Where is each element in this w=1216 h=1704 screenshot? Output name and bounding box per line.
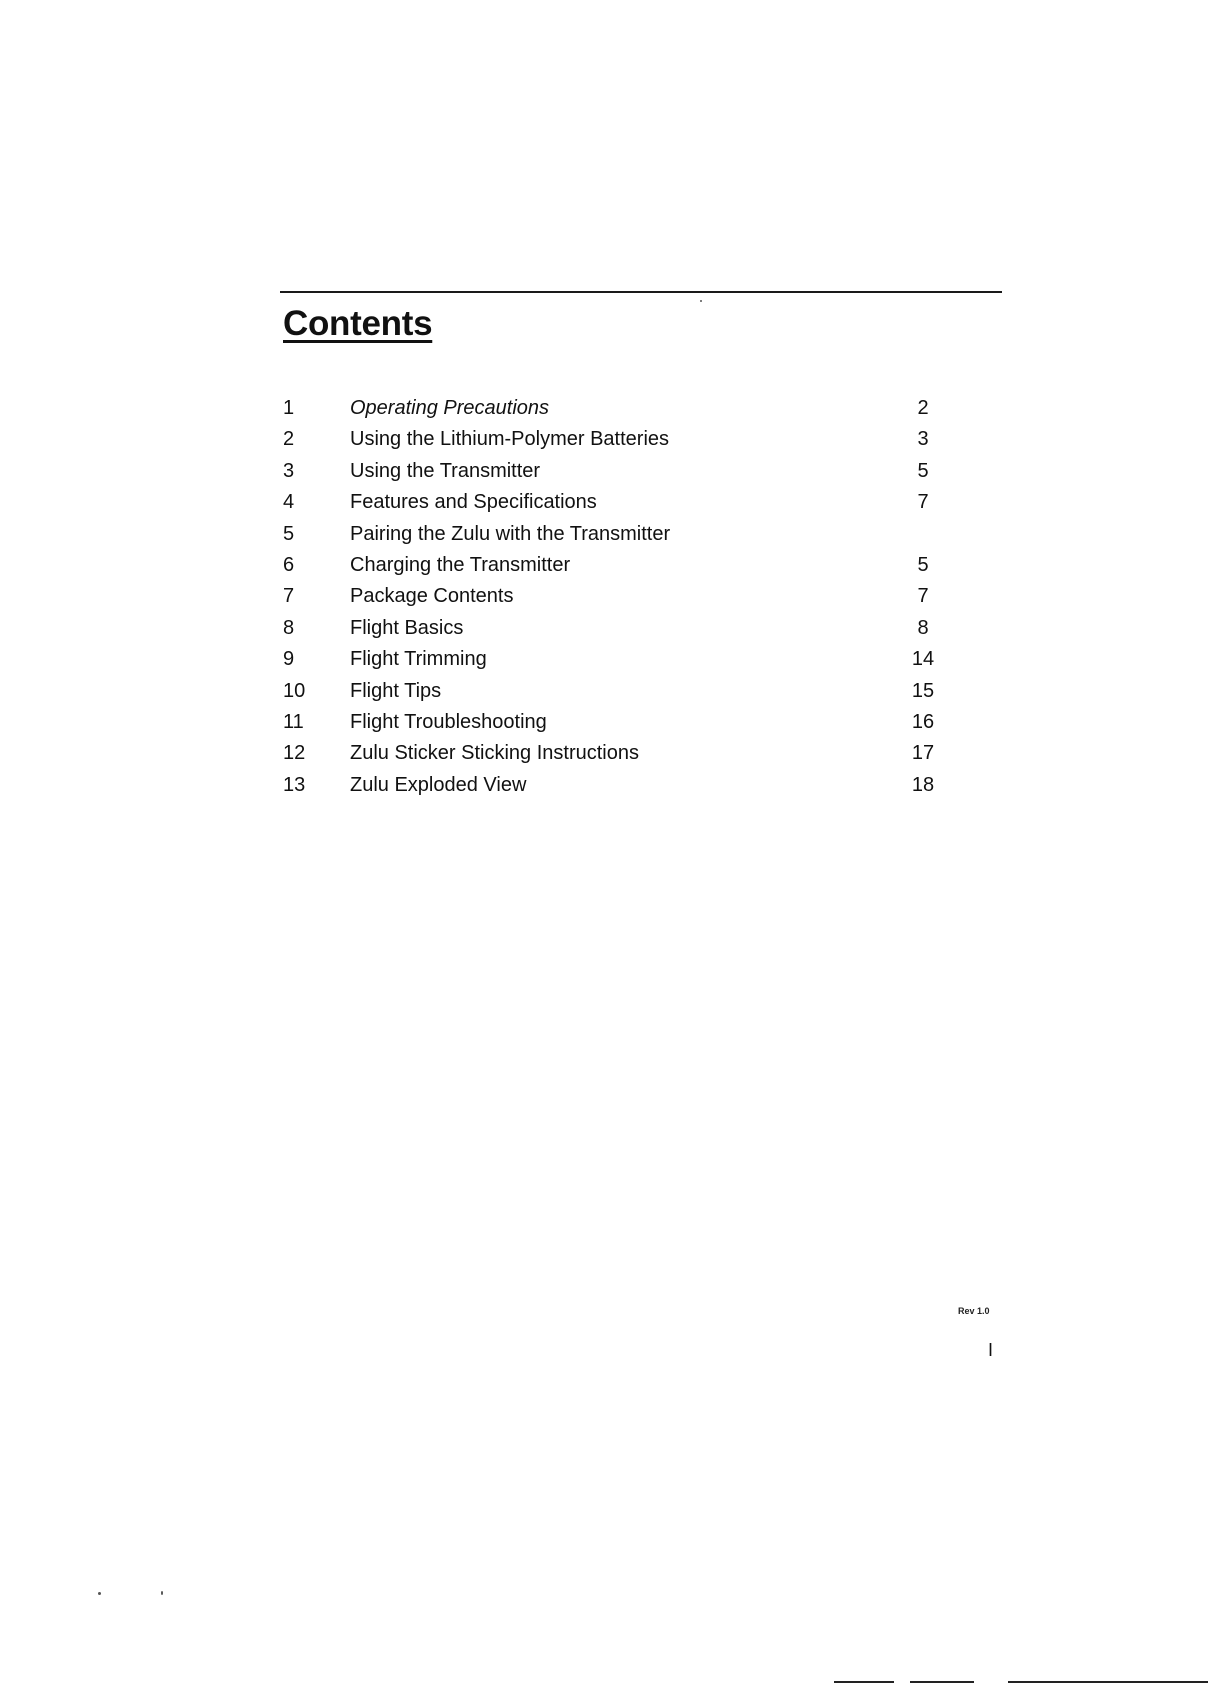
scan-speck [161, 1591, 163, 1595]
page-title: Contents [283, 304, 433, 343]
toc-entry [283, 676, 943, 707]
toc-entry-page: 2 [917, 397, 929, 419]
revision-label: Rev 1.0 [958, 1306, 990, 1316]
toc-entry [283, 550, 943, 581]
header-rule [280, 291, 1002, 293]
toc-entry-page: 5 [917, 553, 929, 576]
toc-entry-number: 3 [283, 459, 295, 482]
toc-entry-page: 16 [911, 710, 935, 733]
toc-entry [283, 738, 943, 769]
toc-entry-label: Charging the Transmitter [350, 553, 571, 576]
toc-entry [283, 487, 943, 518]
toc-entry-page: 8 [917, 616, 929, 639]
toc-entry-label: Using the Lithium-Polymer Batteries [350, 428, 670, 451]
toc-entry-label: Zulu Sticker Sticking Instructions [350, 742, 639, 765]
toc-entry [283, 707, 943, 738]
toc-entry-label: Package Contents [350, 585, 514, 608]
toc-entry [283, 613, 943, 644]
toc-entry [283, 393, 943, 424]
footer-rule [910, 1681, 974, 1683]
toc-entry-label: Features and Specifications [350, 491, 597, 514]
toc-entry-number: 6 [283, 553, 295, 576]
toc-entry-number: 2 [283, 428, 295, 451]
toc-entry-number: 12 [283, 742, 306, 765]
toc-entry [283, 644, 943, 675]
page-number: I [988, 1340, 994, 1360]
toc-entry-label: Flight Troubleshooting [350, 710, 547, 733]
toc-entry [283, 770, 943, 801]
toc-entry-label: Zulu Exploded View [350, 773, 527, 796]
footer-rule [834, 1681, 894, 1683]
toc-entry-page: 15 [911, 679, 935, 702]
toc-entry-page: 7 [917, 585, 929, 608]
toc-entry-label: Flight Trimming [350, 648, 487, 671]
toc-entry-page: 14 [911, 648, 935, 671]
toc-entry-page: 3 [917, 428, 929, 451]
toc-entry-number: 9 [283, 648, 295, 671]
toc-entry [283, 519, 943, 550]
toc-entry [283, 424, 943, 455]
toc-entry-label: Flight Tips [350, 679, 442, 702]
toc-entry-label: Flight Basics [350, 616, 464, 639]
scan-speck [700, 300, 702, 302]
toc-entry [283, 456, 943, 487]
toc-entry-number: 8 [283, 616, 295, 639]
table-of-contents [283, 393, 943, 801]
footer-rule [1008, 1681, 1208, 1683]
toc-entry-number: 4 [283, 491, 295, 514]
scan-speck [98, 1592, 101, 1595]
toc-entry [283, 581, 943, 612]
toc-entry-page: 18 [911, 773, 935, 796]
toc-entry-label: Pairing the Zulu with the Transmitter [350, 522, 671, 545]
toc-entry-page: 17 [911, 742, 935, 765]
toc-entry-number: 1 [283, 397, 295, 419]
toc-entry-number: 10 [283, 679, 306, 702]
toc-entry-page: 7 [917, 491, 929, 514]
toc-entry-number: 5 [283, 522, 295, 545]
toc-entry-number: 11 [283, 710, 304, 733]
toc-entry-label: Using the Transmitter [350, 459, 541, 482]
toc-entry-label: Operating Precautions [350, 397, 550, 419]
toc-entry-number: 7 [283, 585, 295, 608]
toc-entry-page: 5 [917, 459, 929, 482]
toc-entry-number: 13 [283, 773, 306, 796]
